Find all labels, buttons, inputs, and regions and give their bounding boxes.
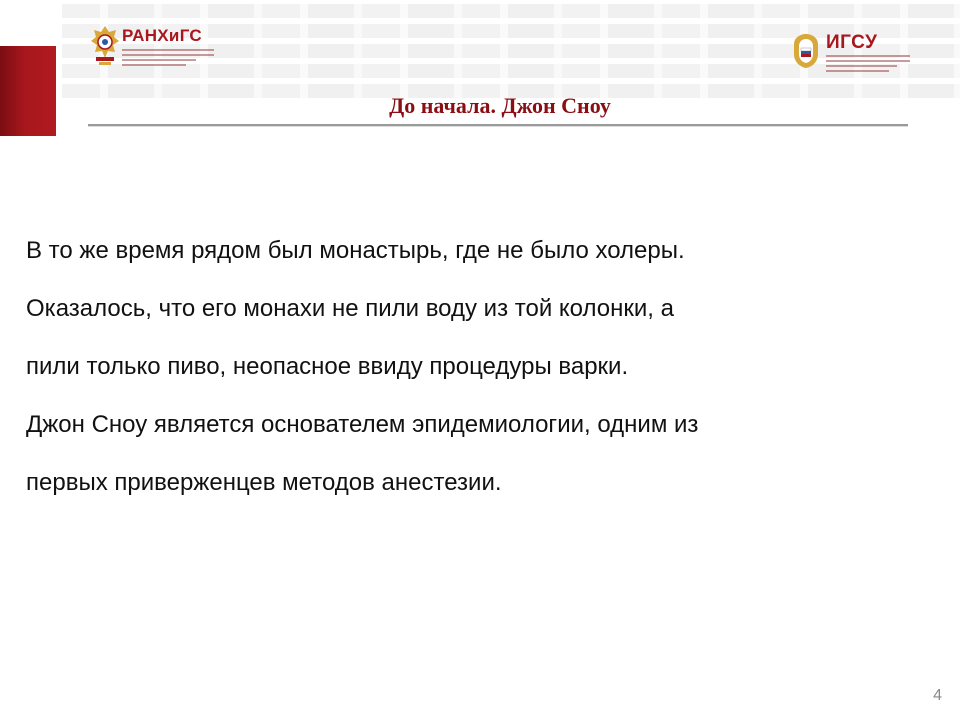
title-divider-shadow bbox=[88, 126, 908, 127]
body-line: пили только пиво, неопасное ввиду процедуры варки. bbox=[26, 353, 629, 380]
igsu-logo-caption bbox=[826, 55, 910, 75]
ranepa-logo-caption bbox=[122, 49, 214, 69]
ranepa-logo bbox=[90, 22, 216, 70]
accent-side-bar bbox=[0, 46, 56, 136]
igsu-emblem-icon bbox=[790, 32, 822, 70]
body-line: Оказалось, что его монахи не пили воду из той колонки, а bbox=[26, 295, 674, 322]
page-number: 4 bbox=[933, 687, 942, 704]
igsu-logo-text: ИГСУ bbox=[826, 32, 878, 53]
body-line: Джон Сноу является основателем эпидемиологии, одним из bbox=[26, 411, 699, 438]
slide-body bbox=[26, 228, 936, 518]
body-line: В то же время рядом был монастырь, где не было холеры. bbox=[26, 237, 685, 264]
slide-title: До начала. Джон Сноу bbox=[389, 93, 611, 118]
body-line: первых приверженцев методов анестезии. bbox=[26, 469, 502, 496]
ranepa-logo-text: РАНХиГС bbox=[122, 26, 202, 45]
igsu-logo bbox=[790, 30, 914, 72]
ranepa-emblem-icon bbox=[90, 24, 120, 68]
